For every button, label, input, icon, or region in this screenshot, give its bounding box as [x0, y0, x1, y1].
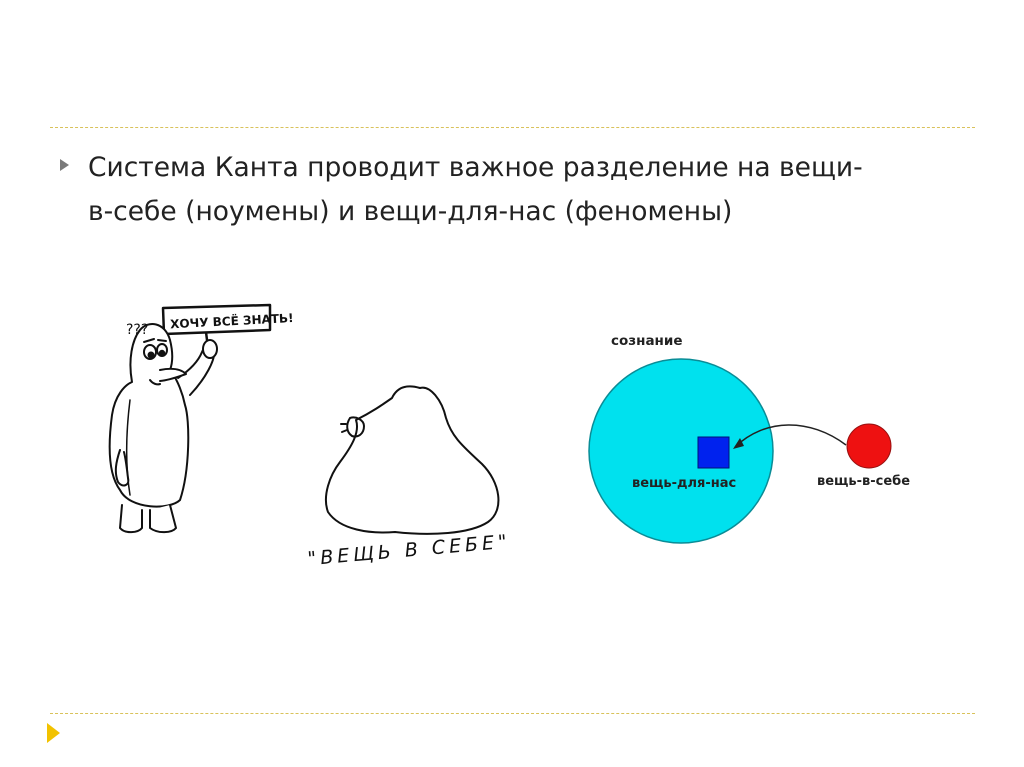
bottom-divider [50, 713, 975, 714]
consciousness-circle [589, 359, 773, 543]
thing-in-itself-label: вещь-в-себе [817, 474, 911, 489]
curious-creature [110, 305, 270, 532]
corner-triangle-icon [47, 723, 60, 743]
bullet-line-1: Система Канта проводит важное разделение на вещи- [88, 152, 863, 183]
thing-in-itself-circle [847, 424, 891, 468]
question-marks: ??? [126, 322, 149, 338]
consciousness-diagram [589, 333, 910, 543]
bag-outline [326, 386, 499, 534]
thing-for-us-square [698, 437, 729, 468]
corner-marker [44, 720, 64, 750]
bag-drawing [326, 386, 499, 534]
bag-caption: "ВЕЩЬ В СЕБЕ" [306, 530, 512, 571]
bullet-line-2: в-себе (ноумены) и вещи-для-нас (феномены) [88, 196, 733, 227]
consciousness-label: сознание [611, 333, 683, 349]
thing-for-us-label: вещь-для-нас [632, 476, 737, 491]
sign-text: ХОЧУ ВСЁ ЗНАТЬ! [169, 310, 294, 332]
